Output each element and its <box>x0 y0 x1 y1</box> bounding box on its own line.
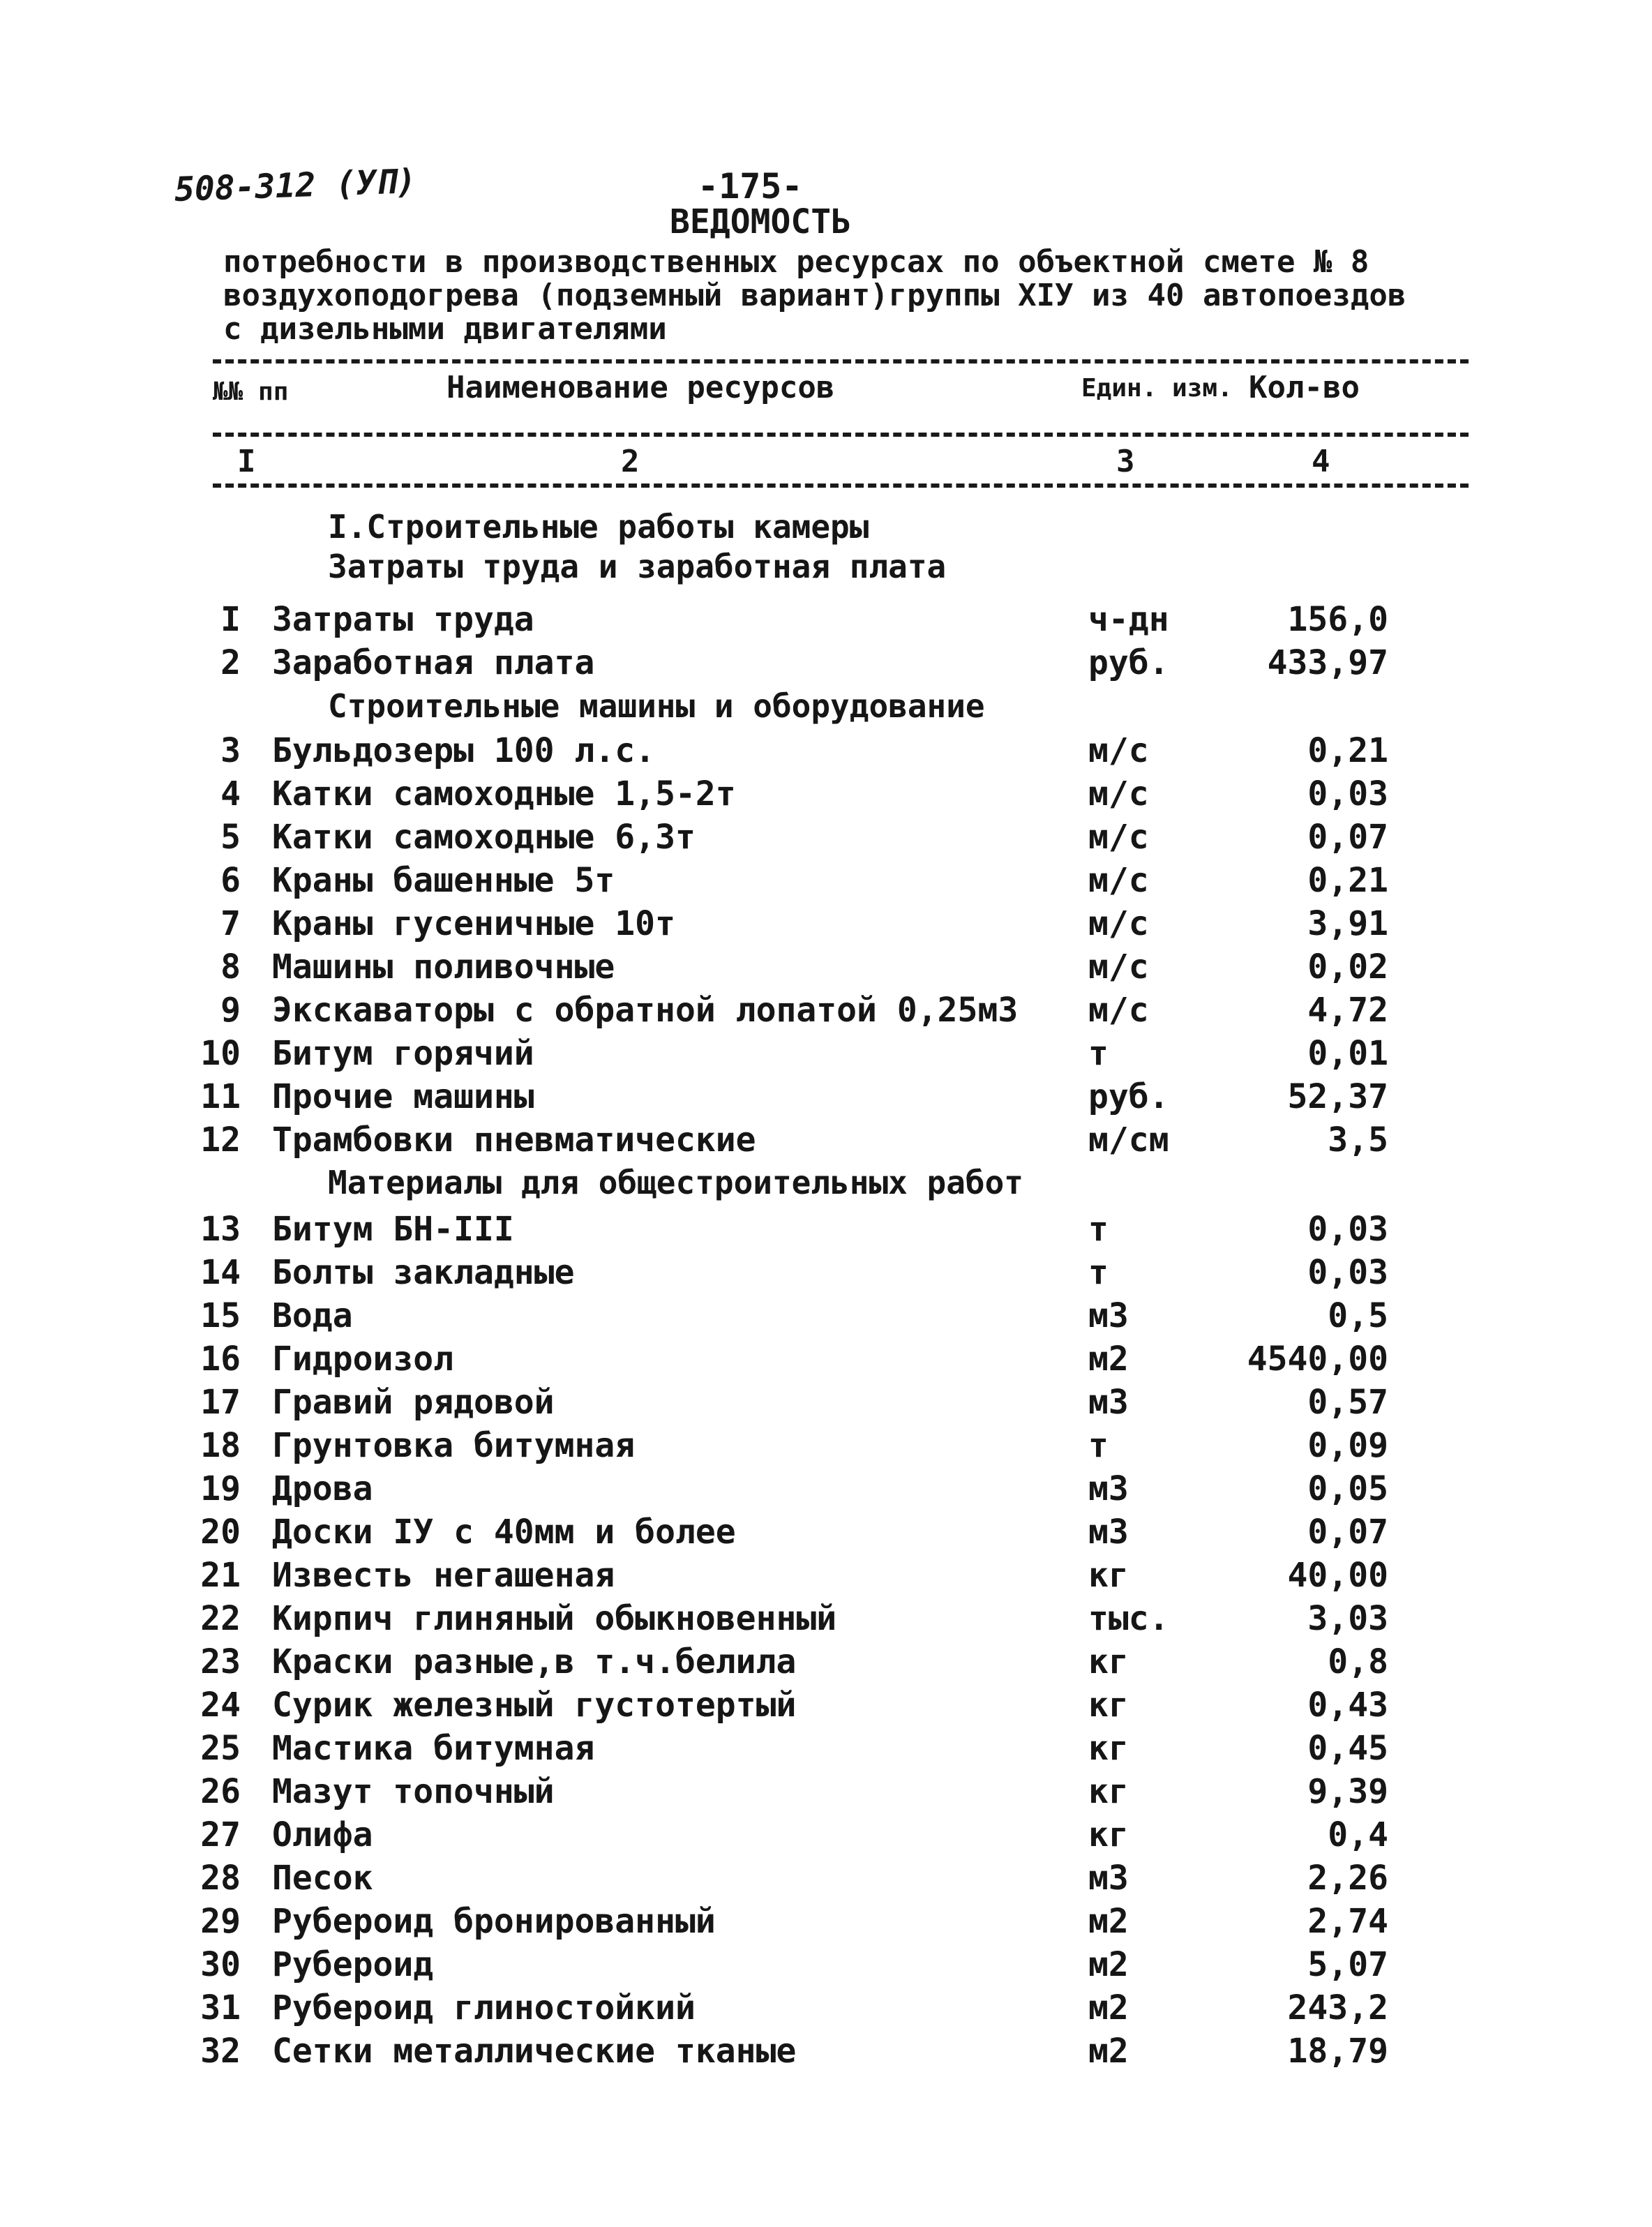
table-row <box>0 1686 1652 1729</box>
table-row <box>0 818 1652 861</box>
table-row <box>0 1077 1652 1120</box>
quantity: 0,07 <box>1307 818 1388 857</box>
resource-name: Сурик железный густотертый <box>272 1686 797 1725</box>
resource-name: Мастика битумная <box>272 1729 595 1768</box>
table-row <box>0 1426 1652 1469</box>
quantity: 0,03 <box>1307 1210 1388 1249</box>
table-row <box>0 991 1652 1034</box>
column-number-3: 3 <box>1116 444 1135 479</box>
unit: м2 <box>1088 2032 1129 2071</box>
quantity: 156,0 <box>1287 600 1388 639</box>
resource-name: Краны гусеничные 10т <box>272 904 675 943</box>
resource-name: Рубероид <box>272 1945 434 1984</box>
unit: тыс. <box>1088 1599 1169 1638</box>
quantity: 0,03 <box>1307 774 1388 813</box>
resource-name: Заработная плата <box>272 643 595 682</box>
table-row <box>0 1034 1652 1077</box>
column-header-quantity: Кол-во <box>1249 370 1360 405</box>
resource-name: Гидроизол <box>272 1340 454 1379</box>
document-title: ВЕДОМОСТЬ <box>670 202 852 241</box>
table-row <box>0 1988 1652 2032</box>
resource-name: Олифа <box>272 1815 373 1854</box>
unit: кг <box>1088 1729 1129 1768</box>
subtitle-line: потребности в производственных ресурсах по объектной смете № 8 <box>223 244 1369 280</box>
unit: кг <box>1088 1556 1129 1595</box>
section-heading: Строительные машины и оборудование <box>328 687 985 725</box>
unit: т <box>1088 1210 1109 1249</box>
unit: ч-дн <box>1088 600 1169 639</box>
resource-name: Краски разные,в т.ч.белила <box>272 1642 797 1681</box>
quantity: 0,4 <box>1328 1815 1388 1854</box>
header-rule-bottom <box>213 483 1469 488</box>
unit: м/с <box>1088 774 1149 813</box>
unit: м/с <box>1088 861 1149 900</box>
column-header-unit: Един. изм. <box>1081 374 1233 403</box>
table-row <box>0 731 1652 774</box>
unit: м3 <box>1088 1859 1129 1898</box>
resource-name: Доски IУ с 40мм и более <box>272 1513 736 1552</box>
resource-name: Мазут топочный <box>272 1772 555 1811</box>
quantity: 3,91 <box>1307 904 1388 943</box>
resource-name: Болты закладные <box>272 1253 575 1292</box>
resource-name: Известь негашеная <box>272 1556 615 1595</box>
row-number: 24 <box>200 1686 241 1725</box>
resource-name: Машины поливочные <box>272 947 615 987</box>
row-number: 10 <box>200 1034 241 1073</box>
resource-name: Вода <box>272 1296 353 1335</box>
row-number: 8 <box>220 947 241 987</box>
document-code: 508-312 (УП) <box>174 161 417 210</box>
subtitle-line: воздухоподогрева (подземный вариант)группы XIУ из 40 автопоездов <box>223 278 1406 313</box>
header-rule-top <box>213 359 1469 363</box>
quantity: 0,45 <box>1307 1729 1388 1768</box>
section-heading: Затраты труда и заработная плата <box>328 548 947 585</box>
resource-name: Дрова <box>272 1469 373 1508</box>
quantity: 0,07 <box>1307 1513 1388 1552</box>
row-number: 28 <box>200 1859 241 1898</box>
row-number: 17 <box>200 1383 241 1422</box>
quantity: 0,5 <box>1328 1296 1388 1335</box>
row-number: 25 <box>200 1729 241 1768</box>
unit: руб. <box>1088 1077 1169 1116</box>
column-number-2: 2 <box>621 444 640 479</box>
resource-name: Битум горячий <box>272 1034 534 1073</box>
table-row <box>0 1815 1652 1859</box>
unit: м3 <box>1088 1513 1129 1552</box>
row-number: 9 <box>220 991 241 1030</box>
table-row <box>0 1120 1652 1164</box>
unit: кг <box>1088 1772 1129 1811</box>
quantity: 5,07 <box>1307 1945 1388 1984</box>
row-number: 6 <box>220 861 241 900</box>
quantity: 0,02 <box>1307 947 1388 987</box>
resource-name: Трамбовки пневматические <box>272 1120 756 1160</box>
quantity: 9,39 <box>1307 1772 1388 1811</box>
table-row <box>0 1642 1652 1686</box>
unit: м/с <box>1088 991 1149 1030</box>
row-number: 5 <box>220 818 241 857</box>
quantity: 18,79 <box>1287 2032 1388 2071</box>
table-row <box>0 1296 1652 1340</box>
table-row <box>0 1556 1652 1599</box>
row-number: 3 <box>220 731 241 770</box>
row-number: 23 <box>200 1642 241 1681</box>
table-row <box>0 1383 1652 1426</box>
column-number-4: 4 <box>1312 444 1330 479</box>
unit: т <box>1088 1253 1109 1292</box>
row-number: 19 <box>200 1469 241 1508</box>
subtitle-line: с дизельными двигателями <box>223 311 667 347</box>
table-row <box>0 1599 1652 1642</box>
quantity: 0,09 <box>1307 1426 1388 1465</box>
table-row <box>0 1902 1652 1945</box>
unit: м3 <box>1088 1469 1129 1508</box>
section-heading: I.Строительные работы камеры <box>328 508 869 546</box>
quantity: 243,2 <box>1287 1988 1388 2027</box>
quantity: 0,8 <box>1328 1642 1388 1681</box>
row-number: 32 <box>200 2032 241 2071</box>
resource-name: Бульдозеры 100 л.с. <box>272 731 656 770</box>
column-header-name: Наименование ресурсов <box>446 370 835 405</box>
quantity: 52,37 <box>1287 1077 1388 1116</box>
table-row <box>0 1340 1652 1383</box>
table-row <box>0 1469 1652 1513</box>
page-number: -175- <box>698 166 803 207</box>
row-number: 11 <box>200 1077 241 1116</box>
quantity: 0,21 <box>1307 731 1388 770</box>
resource-name: Песок <box>272 1859 373 1898</box>
table-row <box>0 1253 1652 1296</box>
table-row <box>0 2032 1652 2075</box>
quantity: 0,21 <box>1307 861 1388 900</box>
row-number: 22 <box>200 1599 241 1638</box>
resource-name: Битум БН-III <box>272 1210 514 1249</box>
row-number: 26 <box>200 1772 241 1811</box>
quantity: 3,5 <box>1328 1120 1388 1160</box>
row-number: 29 <box>200 1902 241 1941</box>
unit: м3 <box>1088 1296 1129 1335</box>
quantity: 0,57 <box>1307 1383 1388 1422</box>
row-number: 15 <box>200 1296 241 1335</box>
resource-name: Экскаваторы с обратной лопатой 0,25м3 <box>272 991 1019 1030</box>
table-row <box>0 600 1652 643</box>
resource-name: Рубероид бронированный <box>272 1902 716 1941</box>
resource-name: Сетки металлические тканые <box>272 2032 797 2071</box>
row-number: 12 <box>200 1120 241 1160</box>
quantity: 2,26 <box>1307 1859 1388 1898</box>
resource-name: Затраты труда <box>272 600 534 639</box>
unit: т <box>1088 1034 1109 1073</box>
table-row <box>0 904 1652 947</box>
table-row <box>0 1513 1652 1556</box>
quantity: 0,05 <box>1307 1469 1388 1508</box>
row-number: 4 <box>220 774 241 813</box>
row-number: 14 <box>200 1253 241 1292</box>
table-row <box>0 1859 1652 1902</box>
table-row <box>0 1729 1652 1772</box>
resource-name: Катки самоходные 1,5-2т <box>272 774 736 813</box>
table-row <box>0 1210 1652 1253</box>
unit: м2 <box>1088 1988 1129 2027</box>
quantity: 3,03 <box>1307 1599 1388 1638</box>
row-number: 13 <box>200 1210 241 1249</box>
unit: м/см <box>1088 1120 1169 1160</box>
unit: м/с <box>1088 818 1149 857</box>
row-number: 27 <box>200 1815 241 1854</box>
resource-name: Кирпич глиняный обыкновенный <box>272 1599 837 1638</box>
table-row <box>0 643 1652 687</box>
quantity: 0,03 <box>1307 1253 1388 1292</box>
table-row <box>0 774 1652 818</box>
unit: м/с <box>1088 904 1149 943</box>
quantity: 4,72 <box>1307 991 1388 1030</box>
unit: м/с <box>1088 731 1149 770</box>
unit: м/с <box>1088 947 1149 987</box>
column-header-number: №№ пп <box>213 377 289 406</box>
quantity: 0,01 <box>1307 1034 1388 1073</box>
quantity: 40,00 <box>1287 1556 1388 1595</box>
header-rule-middle <box>213 433 1469 437</box>
table-row <box>0 1945 1652 1988</box>
unit: кг <box>1088 1815 1129 1854</box>
row-number: 18 <box>200 1426 241 1465</box>
resource-name: Прочие машины <box>272 1077 534 1116</box>
row-number: 16 <box>200 1340 241 1379</box>
row-number: 21 <box>200 1556 241 1595</box>
unit: кг <box>1088 1686 1129 1725</box>
resource-name: Катки самоходные 6,3т <box>272 818 696 857</box>
unit: м3 <box>1088 1383 1129 1422</box>
unit: м2 <box>1088 1340 1129 1379</box>
row-number: 20 <box>200 1513 241 1552</box>
column-number-1: I <box>237 444 256 479</box>
table-row <box>0 947 1652 991</box>
unit: кг <box>1088 1642 1129 1681</box>
quantity: 4540,00 <box>1247 1340 1388 1379</box>
unit: т <box>1088 1426 1109 1465</box>
table-row <box>0 861 1652 904</box>
quantity: 0,43 <box>1307 1686 1388 1725</box>
unit: м2 <box>1088 1902 1129 1941</box>
table-row <box>0 1772 1652 1815</box>
quantity: 433,97 <box>1267 643 1388 682</box>
row-number: I <box>220 600 241 639</box>
row-number: 7 <box>220 904 241 943</box>
row-number: 30 <box>200 1945 241 1984</box>
resource-name: Грунтовка битумная <box>272 1426 636 1465</box>
resource-name: Гравий рядовой <box>272 1383 555 1422</box>
unit: м2 <box>1088 1945 1129 1984</box>
row-number: 2 <box>220 643 241 682</box>
resource-name: Краны башенные 5т <box>272 861 615 900</box>
quantity: 2,74 <box>1307 1902 1388 1941</box>
unit: руб. <box>1088 643 1169 682</box>
document-subtitle <box>223 246 1479 346</box>
section-heading: Материалы для общестроительных работ <box>328 1164 1023 1201</box>
resource-name: Рубероид глиностойкий <box>272 1988 696 2027</box>
row-number: 31 <box>200 1988 241 2027</box>
